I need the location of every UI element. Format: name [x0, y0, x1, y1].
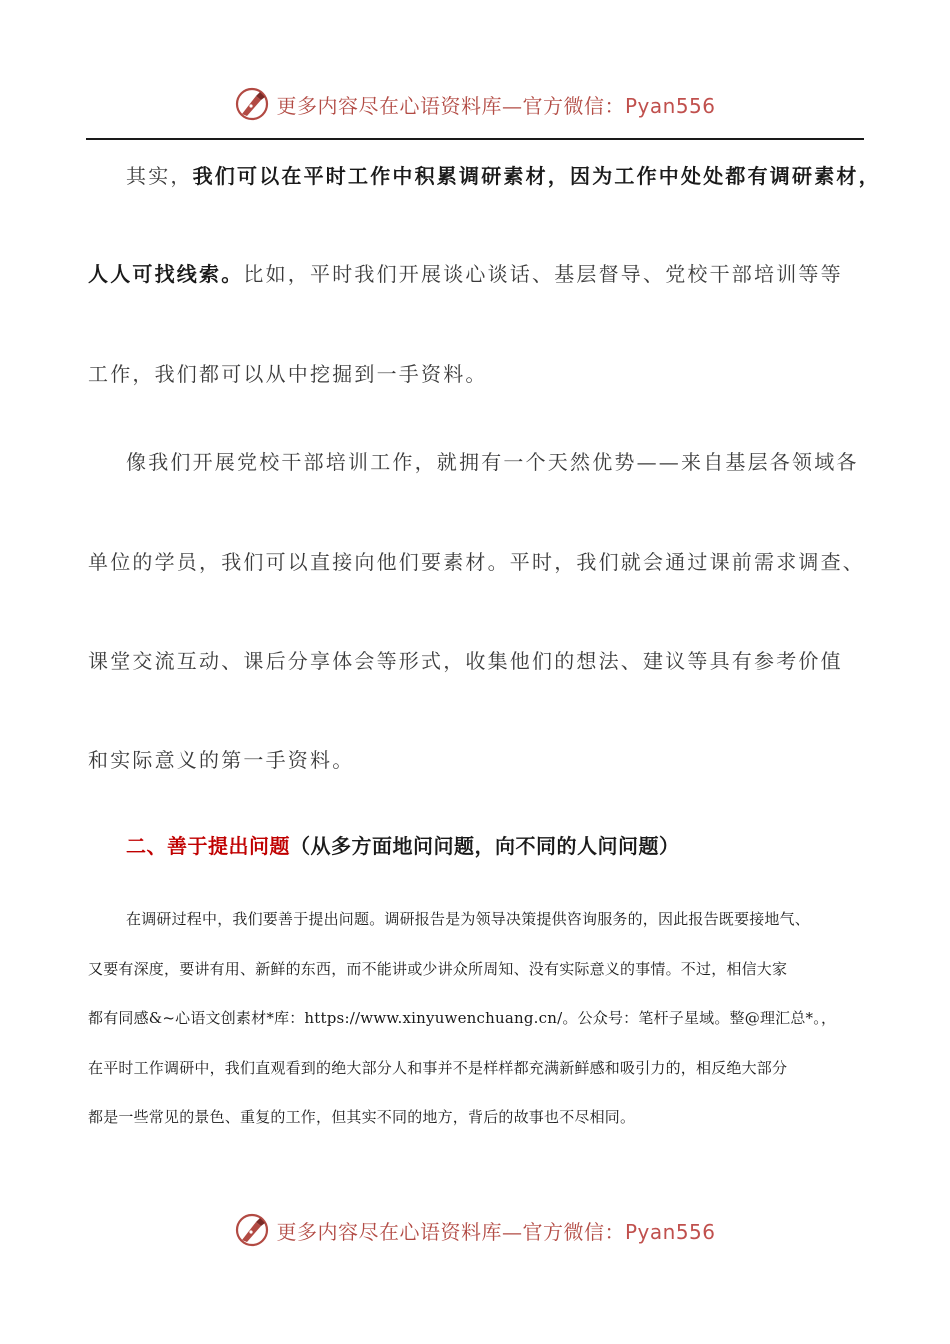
paragraph-line: 又要有深度，要讲有用、新鲜的东西，而不能讲或少讲众所周知、没有实际意义的事情。不过，相信大家 — [88, 960, 788, 978]
paragraph-line: 在调研过程中，我们要善于提出问题。调研报告是为领导决策提供咨询服务的，因此报告既要接地气、 — [126, 910, 811, 928]
paragraph-line: 课堂交流互动、课后分享体会等形式，收集他们的想法、建议等具有参考价值 — [88, 649, 843, 673]
paragraph-line: 人人可找线索。比如，平时我们开展谈心谈话、基层督导、党校干部培训等等 — [88, 262, 843, 286]
paragraph-line: 都有同感&~心语文创素材*库：https://www.xinyuwenchuang.cn/。公众号：笔杆子星域。整@理汇总*。， — [88, 1009, 837, 1027]
paragraph-line: 工作，我们都可以从中挖掘到一手资料。 — [88, 362, 488, 386]
paragraph-line: 其实，我们可以在平时工作中积累调研素材，因为工作中处处都有调研素材， — [126, 164, 881, 188]
header-divider — [86, 138, 864, 140]
paragraph-line: 单位的学员，我们可以直接向他们要素材。平时，我们就会通过课前需求调查、 — [88, 550, 865, 574]
banner-text: 更多内容尽在心语资料库—官方微信：Pyan556 — [276, 1219, 716, 1244]
header-banner — [0, 82, 950, 126]
footer-banner — [0, 1208, 950, 1252]
section-heading: 二、善于提出问题（从多方面地问问题，向不同的人问问题） — [126, 834, 680, 858]
paragraph-line: 在平时工作调研中，我们直观看到的绝大部分人和事并不是样样都充满新鲜感和吸引力的，相反绝大部分 — [88, 1059, 788, 1077]
pen-nib-icon — [234, 1212, 270, 1248]
paragraph-line: 和实际意义的第一手资料。 — [88, 748, 355, 772]
paragraph-line: 像我们开展党校干部培训工作，就拥有一个天然优势——来自基层各领域各 — [126, 450, 859, 474]
paragraph-line: 都是一些常见的景色、重复的工作，但其实不同的地方，背后的故事也不尽相同。 — [88, 1108, 636, 1126]
banner-text: 更多内容尽在心语资料库—官方微信：Pyan556 — [276, 93, 716, 118]
pen-nib-icon — [234, 86, 270, 122]
